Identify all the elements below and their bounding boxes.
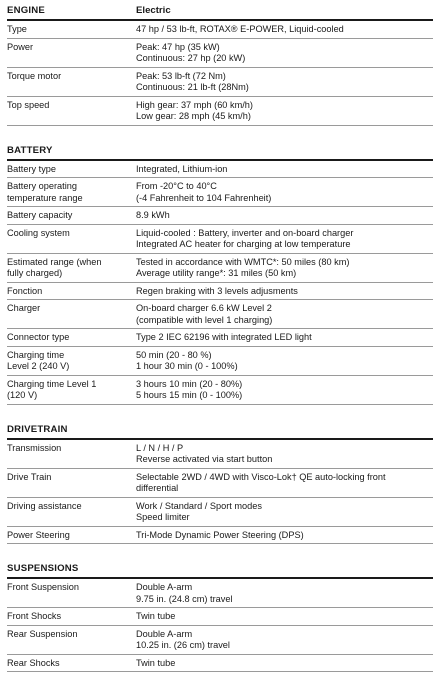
spec-value bbox=[136, 472, 433, 495]
spec-value bbox=[136, 24, 433, 36]
spec-value bbox=[136, 629, 433, 652]
spec-value-line: Tri-Mode Dynamic Power Steering (DPS) bbox=[136, 529, 304, 540]
spec-value-line: Selectable 2WD / 4WD with Visco-Lok† QE auto-locking front bbox=[136, 471, 386, 482]
spec-label-line: Rear Suspension bbox=[7, 628, 78, 639]
spec-row bbox=[7, 161, 433, 179]
spec-value-line: Peak: 47 hp (35 kW) bbox=[136, 41, 220, 52]
spec-row bbox=[7, 498, 433, 527]
spec-value bbox=[136, 100, 433, 123]
spec-row bbox=[7, 68, 433, 97]
spec-label-line: Charging time Level 1 bbox=[7, 378, 97, 389]
spec-row bbox=[7, 207, 433, 225]
spec-value bbox=[136, 530, 433, 542]
spec-row bbox=[7, 225, 433, 254]
spec-section-engine bbox=[7, 0, 433, 126]
spec-value-line: 10.25 in. (26 cm) travel bbox=[136, 640, 230, 650]
spec-label bbox=[7, 530, 136, 542]
spec-label-line: Charger bbox=[7, 303, 41, 313]
spec-label bbox=[7, 257, 136, 280]
spec-value-line: 5 hours 15 min (0 - 100%) bbox=[136, 390, 243, 400]
spec-value-line: Continuous: 21 lb-ft (28Nm) bbox=[136, 82, 249, 92]
spec-value-line: Speed limiter bbox=[136, 512, 190, 522]
spec-value bbox=[136, 501, 433, 524]
spec-row bbox=[7, 254, 433, 283]
spec-row bbox=[7, 21, 433, 39]
spec-label bbox=[7, 303, 136, 326]
spec-label-line: Power bbox=[7, 41, 34, 52]
spec-value-line: Continuous: 27 hp (20 kW) bbox=[136, 53, 246, 63]
spec-label-line: Drive Train bbox=[7, 471, 52, 482]
spec-label-line: (120 V) bbox=[7, 390, 38, 400]
spec-value bbox=[136, 42, 433, 65]
spec-value-line: Reverse activated via start button bbox=[136, 454, 273, 464]
spec-label bbox=[7, 658, 136, 670]
spec-label-line: fully charged) bbox=[7, 268, 63, 278]
spec-label bbox=[7, 71, 136, 94]
spec-label-line: temperature range bbox=[7, 192, 83, 203]
spec-label bbox=[7, 24, 136, 36]
spec-label bbox=[7, 228, 136, 251]
spec-value bbox=[136, 379, 433, 402]
spec-value-line: 8.9 kWh bbox=[136, 210, 170, 220]
spec-label bbox=[7, 286, 136, 298]
spec-value bbox=[136, 611, 433, 623]
section-header bbox=[7, 419, 433, 440]
spec-row bbox=[7, 329, 433, 347]
spec-label bbox=[7, 42, 136, 65]
spec-label bbox=[7, 350, 136, 373]
spec-label bbox=[7, 100, 136, 123]
spec-value-line: (compatible with level 1 charging) bbox=[136, 314, 273, 325]
spec-row bbox=[7, 347, 433, 376]
section-header bbox=[7, 0, 433, 21]
spec-value-line: 9.75 in. (24.8 cm) travel bbox=[136, 593, 233, 604]
spec-value-line: 1 hour 30 min (0 - 100%) bbox=[136, 361, 238, 371]
spec-value-line: From -20°C to 40°C bbox=[136, 181, 217, 191]
spec-value-line: Tested in accordance with WMTC*: 50 miles (80 km) bbox=[136, 256, 350, 267]
spec-value-line: Liquid-cooled : Battery, inverter and on-board charger bbox=[136, 227, 354, 238]
spec-label-line: Front Suspension bbox=[7, 582, 80, 592]
spec-value-line: Double A-arm bbox=[136, 582, 193, 592]
section-spacer bbox=[7, 405, 433, 419]
section-spacer bbox=[7, 544, 433, 558]
spec-value-line: Low gear: 28 mph (45 km/h) bbox=[136, 111, 251, 121]
spec-label bbox=[7, 210, 136, 222]
spec-row bbox=[7, 655, 433, 673]
spec-value bbox=[136, 303, 433, 326]
spec-label bbox=[7, 582, 136, 605]
spec-value-line: (-4 Fahrenheit to 104 Fahrenheit) bbox=[136, 192, 272, 203]
spec-label bbox=[7, 629, 136, 652]
spec-label bbox=[7, 443, 136, 466]
section-title: SUSPENSIONS bbox=[7, 563, 79, 574]
spec-label bbox=[7, 611, 136, 623]
spec-value-line: 50 min (20 - 80 %) bbox=[136, 349, 212, 360]
section-title: BATTERY bbox=[7, 144, 53, 156]
spec-value-line: Twin tube bbox=[136, 657, 176, 668]
spec-label bbox=[7, 472, 136, 495]
spec-row bbox=[7, 469, 433, 498]
spec-label bbox=[7, 181, 136, 204]
spec-value bbox=[136, 71, 433, 94]
spec-value-line: On-board charger 6.6 kW Level 2 bbox=[136, 303, 272, 313]
spec-row bbox=[7, 579, 433, 608]
spec-value-line: differential bbox=[136, 483, 179, 493]
spec-value-line: L / N / H / P bbox=[136, 442, 184, 453]
spec-section-drivetrain bbox=[7, 419, 433, 545]
spec-value-line: Integrated, Lithium-ion bbox=[136, 163, 228, 174]
spec-row bbox=[7, 376, 433, 405]
spec-value bbox=[136, 658, 433, 670]
spec-value-line: 47 hp / 53 lb-ft, ROTAX® E-POWER, Liquid-cooled bbox=[136, 24, 344, 34]
spec-value bbox=[136, 228, 433, 251]
spec-value-line: Type 2 IEC 62196 with integrated LED light bbox=[136, 332, 312, 342]
spec-label-line: Driving assistance bbox=[7, 500, 82, 511]
spec-row bbox=[7, 300, 433, 329]
spec-label-line: Level 2 (240 V) bbox=[7, 361, 70, 371]
spec-label-line: Battery operating bbox=[7, 181, 77, 191]
spec-value-line: 3 hours 10 min (20 - 80%) bbox=[136, 378, 243, 389]
spec-label-line: Top speed bbox=[7, 99, 50, 110]
spec-label bbox=[7, 332, 136, 344]
spec-value bbox=[136, 164, 433, 176]
spec-label-line: Connector type bbox=[7, 332, 70, 342]
spec-row bbox=[7, 626, 433, 655]
spec-section-battery bbox=[7, 140, 433, 405]
spec-value-line: Peak: 53 lb-ft (72 Nm) bbox=[136, 70, 226, 81]
section-header bbox=[7, 558, 433, 579]
section-title: DRIVETRAIN bbox=[7, 423, 68, 435]
spec-row bbox=[7, 97, 433, 126]
spec-label bbox=[7, 501, 136, 524]
spec-value-line: Work / Standard / Sport modes bbox=[136, 500, 262, 511]
spec-value bbox=[136, 286, 433, 298]
spec-value bbox=[136, 582, 433, 605]
spec-value bbox=[136, 181, 433, 204]
spec-value-line: Regen braking with 3 levels adjusments bbox=[136, 285, 298, 296]
section-title: ENGINE bbox=[7, 5, 45, 16]
spec-value-line: High gear: 37 mph (60 km/h) bbox=[136, 99, 253, 110]
spec-label bbox=[7, 164, 136, 176]
spec-label-line: Battery capacity bbox=[7, 210, 73, 220]
spec-label-line: Transmission bbox=[7, 442, 62, 453]
spec-value-line: Integrated AC heater for charging at low temperature bbox=[136, 239, 351, 249]
spec-label-line: Battery type bbox=[7, 163, 57, 174]
spec-label-line: Power Steering bbox=[7, 529, 70, 540]
spec-label-line: Torque motor bbox=[7, 70, 62, 81]
spec-value-line: Average utility range*: 31 miles (50 km) bbox=[136, 268, 297, 278]
spec-row bbox=[7, 527, 433, 545]
section-header bbox=[7, 140, 433, 161]
spec-row bbox=[7, 440, 433, 469]
spec-label-line: Charging time bbox=[7, 349, 65, 360]
spec-label-line: Estimated range (when bbox=[7, 256, 102, 267]
spec-value-line: Twin tube bbox=[136, 611, 176, 621]
spec-value bbox=[136, 210, 433, 222]
spec-label-line: Type bbox=[7, 24, 27, 34]
spec-row bbox=[7, 283, 433, 301]
section-value-header: Electric bbox=[136, 5, 171, 16]
spec-row bbox=[7, 39, 433, 68]
spec-value bbox=[136, 257, 433, 280]
spec-row bbox=[7, 608, 433, 626]
spec-label-line: Cooling system bbox=[7, 227, 70, 238]
spec-section-suspensions bbox=[7, 558, 433, 672]
spec-value bbox=[136, 350, 433, 373]
spec-label bbox=[7, 379, 136, 402]
spec-label-line: Fonction bbox=[7, 285, 43, 296]
spec-label-line: Front Shocks bbox=[7, 611, 62, 621]
spec-label-line: Rear Shocks bbox=[7, 657, 60, 668]
spec-row bbox=[7, 178, 433, 207]
section-spacer bbox=[7, 126, 433, 140]
spec-value-line: Double A-arm bbox=[136, 628, 193, 639]
spec-value bbox=[136, 332, 433, 344]
spec-value bbox=[136, 443, 433, 466]
